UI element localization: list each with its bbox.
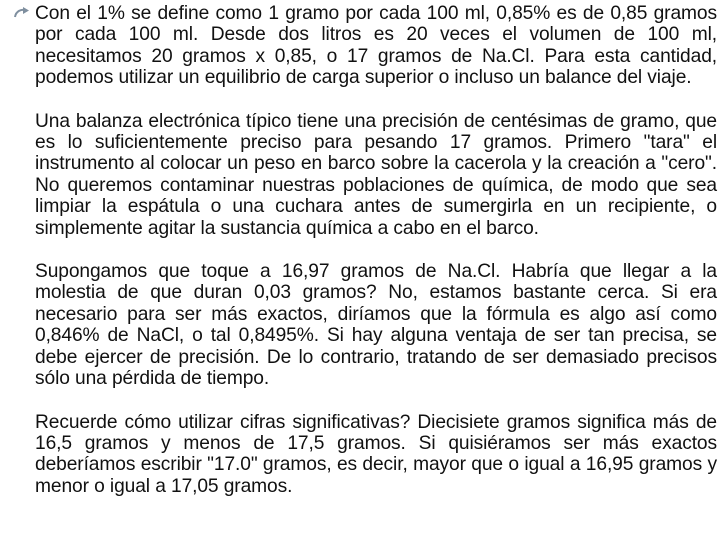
paragraph-percent-definition: Con el 1% se define como 1 gramo por cada 100 ml, 0,85% es de 0,85 gramos por cada 100 ml. Desde dos litros es 20 veces el volumen de 100 ml, necesitamos 20 gramos x 0,85, o 17 gramos de Na.Cl. Para esta cantidad, podemos utilizar un equilibrio de carga superior o incluso un balance del viaje. xyxy=(35,3,717,89)
paragraph-electronic-balance: Una balanza electrónica típico tiene una precisión de centésimas de gramo, que es lo suficientemente preciso para pesando 17 gramos. Primero "tara" el instrumento al colocar un peso en barco sobre la cacerola y la creación a "cero". No queremos contaminar nuestras poblaciones de química, de modo que sea limpiar la espátula o una cuchara antes de sumergirla en un recipiente, o simplemente agitar la sustancia química a cabo en el barco. xyxy=(35,110,717,239)
paragraph-significant-figures: Recuerde cómo utilizar cifras significativas? Diecisiete gramos significa más de 16,5 gramos y menos de 17,5 gramos. Si quisiéramos ser más exactos deberíamos escribir "17.0" gramos, es decir, mayor que o igual a 16,95 gramos y menor o igual a 17,05 gramos. xyxy=(35,411,717,497)
bullet-text xyxy=(35,3,717,497)
curved-arrow-bullet-icon xyxy=(13,6,33,20)
paragraph-precision: Supongamos que toque a 16,97 gramos de Na.Cl. Habría que llegar a la molestia de que duran 0,03 gramos? No, estamos bastante cerca. Si era necesario para ser más exactos, diríamos que la fórmula es algo así como 0,846% de NaCl, o tal 0,8495%. Si hay alguna ventaja de ser tan precisa, se debe ejercer de precisión. De lo contrario, tratando de ser demasiado precisos sólo una pérdida de tiempo. xyxy=(35,261,717,390)
